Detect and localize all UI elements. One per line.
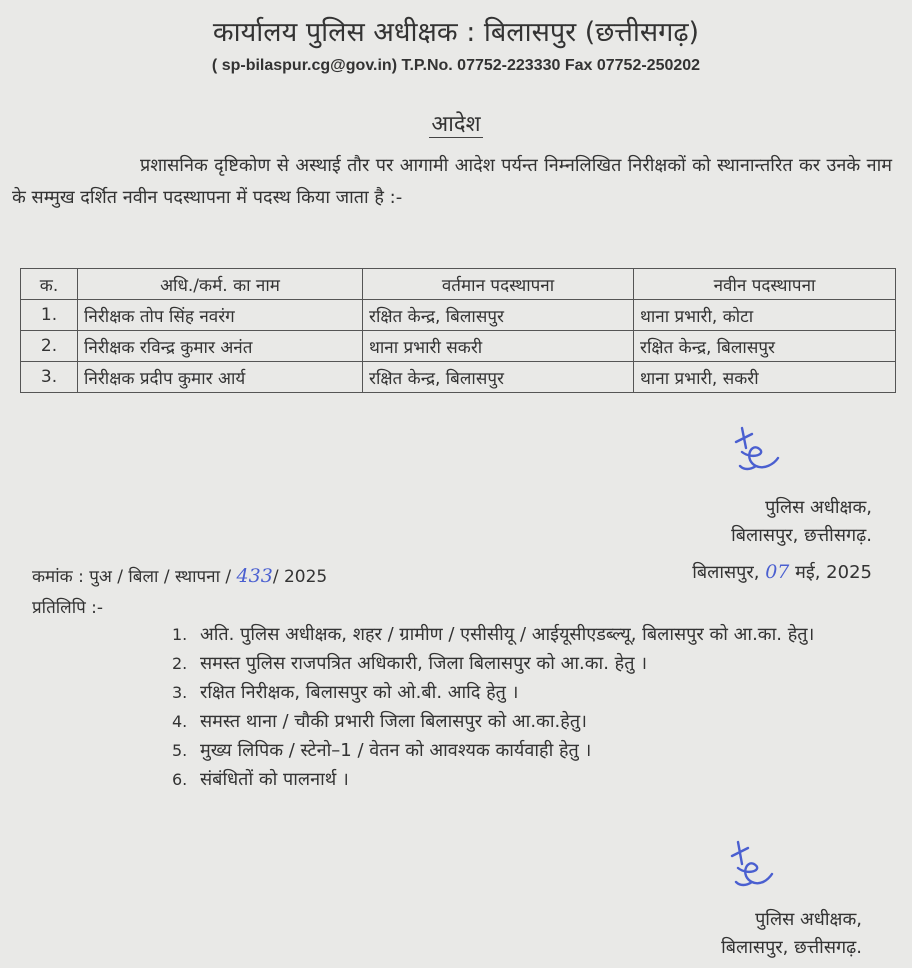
list-item: [172, 649, 892, 678]
cell-name: निरीक्षक रविन्द्र कुमार अनंत: [78, 331, 363, 362]
list-item: [172, 707, 892, 736]
cell-new-posting: थाना प्रभारी, कोटा: [634, 300, 896, 331]
cell-current-posting: रक्षित केन्द्र, बिलासपुर: [363, 300, 634, 331]
copy-number: 4.: [172, 712, 188, 731]
cell-name: निरीक्षक तोप सिंह नवरंग: [78, 300, 363, 331]
copy-to-label: प्रतिलिपि :-: [32, 598, 104, 618]
signature-mark: [728, 420, 788, 480]
signatory-place: बिलासपुर, छत्तीसगढ़.: [721, 937, 862, 958]
reference-suffix: / 2025: [272, 567, 328, 587]
contact-line: ( sp-bilaspur.cg@gov.in) T.P.No. 07752-223330 Fax 07752-250202: [211, 57, 701, 74]
copy-text: संबंधितों को पालनार्थ ।: [200, 769, 349, 790]
col-header-new-posting: नवीन पदस्थापना: [634, 269, 896, 300]
copy-text: रक्षित निरीक्षक, बिलासपुर को ओ.बी. आदि हेतु ।: [200, 682, 519, 703]
transfer-table: [20, 268, 896, 393]
copy-text: समस्त पुलिस राजपत्रित अधिकारी, जिला बिलासपुर को आ.का. हेतु ।: [200, 653, 648, 674]
cell-serial: 2.: [21, 331, 78, 362]
office-title: कार्यालय पुलिस अधीक्षक : बिलासपुर (छत्तीसगढ़): [212, 17, 700, 48]
signatory-block-top: [731, 494, 872, 550]
signatory-title: पुलिस अधीक्षक,: [765, 497, 872, 518]
order-heading: [0, 108, 912, 138]
cell-name: निरीक्षक प्रदीप कुमार आर्य: [78, 362, 363, 393]
copy-number: 1.: [172, 625, 188, 644]
date-rest: मई, 2025: [795, 562, 872, 583]
copy-text: समस्त थाना / चौकी प्रभारी जिला बिलासपुर को आ.का.हेतु।: [200, 711, 587, 732]
copy-number: 3.: [172, 683, 188, 702]
table-header-row: [21, 269, 896, 300]
cell-new-posting: थाना प्रभारी, सकरी: [634, 362, 896, 393]
col-header-serial: क.: [21, 269, 78, 300]
order-heading-text: आदेश: [431, 112, 481, 137]
cell-serial: 3.: [21, 362, 78, 393]
table-row: [21, 362, 896, 393]
cell-new-posting: रक्षित केन्द्र, बिलासपुर: [634, 331, 896, 362]
cell-current-posting: रक्षित केन्द्र, बिलासपुर: [363, 362, 634, 393]
list-item: [172, 678, 892, 707]
date-place: बिलासपुर,: [692, 562, 760, 583]
copy-text: मुख्य लिपिक / स्टेनो–1 / वेतन को आवश्यक कार्यवाही हेतु ।: [200, 740, 592, 761]
order-body: [12, 150, 892, 214]
table-row: [21, 331, 896, 362]
cell-serial: 1.: [21, 300, 78, 331]
handwritten-reference-number: 433: [236, 565, 273, 587]
list-item: [172, 736, 892, 765]
list-item: [172, 620, 892, 649]
copy-number: 2.: [172, 654, 188, 673]
signature-mark: [722, 838, 782, 898]
copy-number: 5.: [172, 741, 188, 760]
table-row: [21, 300, 896, 331]
col-header-name: अधि./कर्म. का नाम: [78, 269, 363, 300]
cell-current-posting: थाना प्रभारी सकरी: [363, 331, 634, 362]
signatory-place: बिलासपुर, छत्तीसगढ़.: [731, 525, 872, 546]
list-item: [172, 765, 892, 794]
reference-number: [32, 564, 327, 587]
reference-prefix: कमांक : पुअ / बिला / स्थापना /: [32, 567, 237, 587]
handwritten-day: 07: [765, 561, 790, 583]
signatory-block-bottom: [721, 906, 862, 962]
copy-list: [172, 620, 892, 794]
signatory-title: पुलिस अधीक्षक,: [755, 909, 862, 930]
copy-text: अति. पुलिस अधीक्षक, शहर / ग्रामीण / एसीसीयू / आईयूसीएडब्ल्यू, बिलासपुर को आ.का. हेतु।: [200, 624, 815, 645]
copy-number: 6.: [172, 770, 188, 789]
order-date: [692, 560, 872, 584]
order-body-text: प्रशासनिक दृष्टिकोण से अस्थाई तौर पर आगामी आदेश पर्यन्त निम्नलिखित निरीक्षकों को स्थानान्तरित कर उनके नाम के सम्मुख दर्शित नवीन पदस्थापना में पदस्थ किया जाता है :-: [12, 155, 892, 208]
col-header-current-posting: वर्तमान पदस्थापना: [363, 269, 634, 300]
